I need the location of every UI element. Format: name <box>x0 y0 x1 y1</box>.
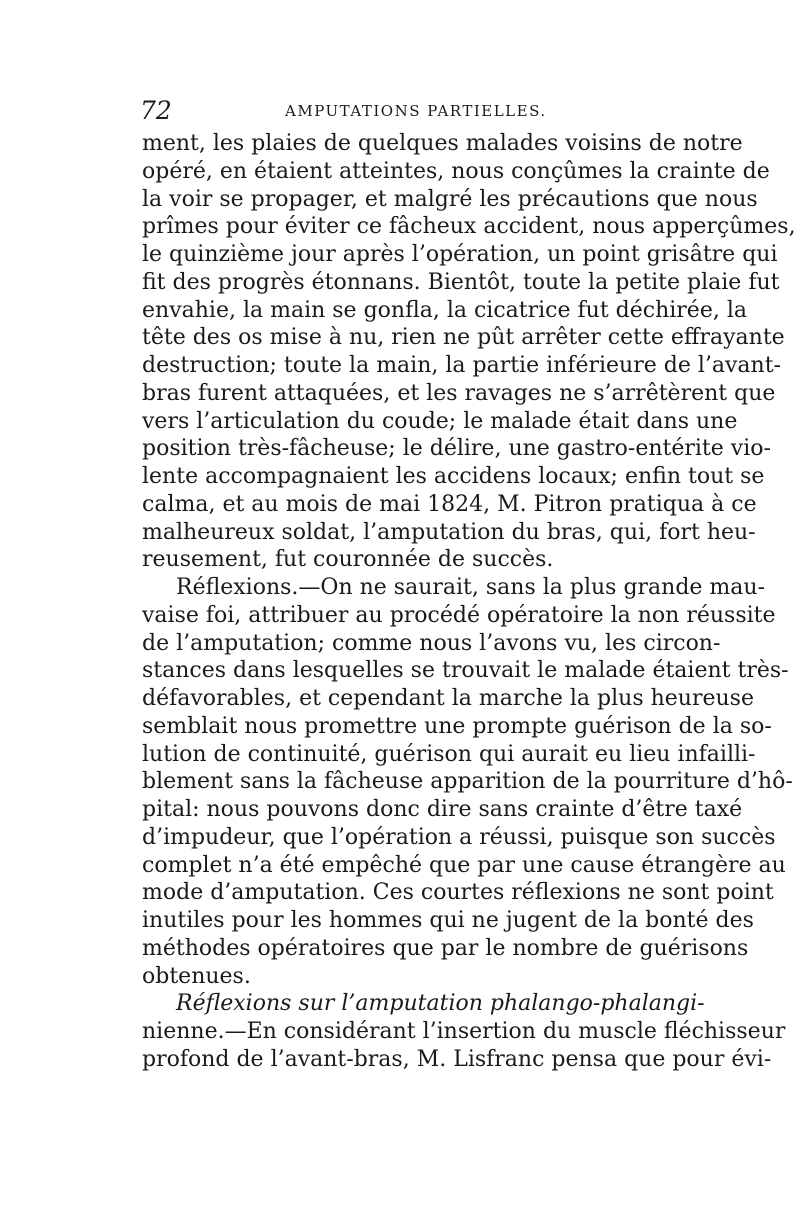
text-line: la voir se propager, et malgré les précautions que nous <box>142 186 758 212</box>
text-line: vers l’articulation du coude; le malade était dans une <box>142 408 738 434</box>
text-line: pital: nous pouvons donc dire sans crainte d’être taxé <box>142 797 743 822</box>
text-line: obtenues. <box>142 963 251 989</box>
page-header <box>140 96 660 126</box>
text-line: calma, et au mois de mai 1824, M. Pitron pratiqua à ce <box>142 491 757 517</box>
text-line: fit des progrès étonnans. Bientôt, toute la petite plaie fut <box>142 269 780 295</box>
text-line: vaise foi, attribuer au procédé opératoire la non réussite <box>142 602 776 628</box>
text-line: profond de l’avant-bras, M. Lisfranc pensa que pour évi- <box>142 1046 772 1072</box>
text-line: position très-fâcheuse; le délire, une gastro-entérite vio- <box>142 436 771 462</box>
text-line: lente accompagnaient les accidens locaux; enfin tout se <box>142 464 765 489</box>
text-line: inutiles pour les hommes qui ne jugent de la bonté des <box>142 908 754 933</box>
reflexions-paragraph-start: Réflexions.—On ne saurait, sans la plus grande mau- <box>176 575 766 600</box>
text-line: d’impudeur, que l’opération a réussi, puisque son succès <box>142 824 776 850</box>
text-line: nienne.—En considérant l’insertion du muscle fléchisseur <box>142 1019 786 1044</box>
section-heading-line: Réflexions sur l’amputation phalango-phalangi- <box>176 991 705 1017</box>
text-line: opéré, en étaient atteintes, nous conçûmes la crainte de <box>142 158 770 184</box>
running-head: AMPUTATIONS PARTIELLES. <box>285 102 547 120</box>
text-line: lution de continuité, guérison qui aurait eu lieu infailli- <box>142 741 756 767</box>
page-number: 72 <box>140 96 172 125</box>
text-line: malheureux soldat, l’amputation du bras, qui, fort heu- <box>142 519 756 545</box>
text-line: semblait nous promettre une prompte guérison de la so- <box>142 713 772 739</box>
text-line: défavorables, et cependant la marche la plus heureuse <box>142 686 754 711</box>
text-line: prîmes pour éviter ce fâcheux accident, nous apperçûmes, <box>142 214 796 240</box>
text-line: destruction; toute la main, la partie inférieure de l’avant- <box>142 353 781 378</box>
text-line: tête des os mise à nu, rien ne pût arrêter cette effrayante <box>142 325 785 351</box>
text-line: de l’amputation; comme nous l’avons vu, les circon- <box>142 630 721 656</box>
text-line: blement sans la fâcheuse apparition de la pourriture d’hô- <box>142 769 793 795</box>
text-line: ment, les plaies de quelques malades voisins de notre <box>142 131 743 156</box>
text-line: complet n’a été empêché que par une cause étrangère au <box>142 852 786 878</box>
text-line: bras furent attaquées, et les ravages ne s’arrêtèrent que <box>142 380 776 406</box>
text-line: envahie, la main se gonfla, la cicatrice fut déchirée, la <box>142 297 747 323</box>
text-line: méthodes opératoires que par le nombre de guérisons <box>142 935 749 961</box>
text-line: le quinzième jour après l’opération, un point grisâtre qui <box>142 242 778 267</box>
text-line: mode d’amputation. Ces courtes réflexions ne sont point <box>142 880 774 906</box>
text-line: reusement, fut couronnée de succès. <box>142 547 554 573</box>
body-text <box>142 130 796 1074</box>
text-line: stances dans lesquelles se trouvait le malade étaient très- <box>142 658 789 684</box>
